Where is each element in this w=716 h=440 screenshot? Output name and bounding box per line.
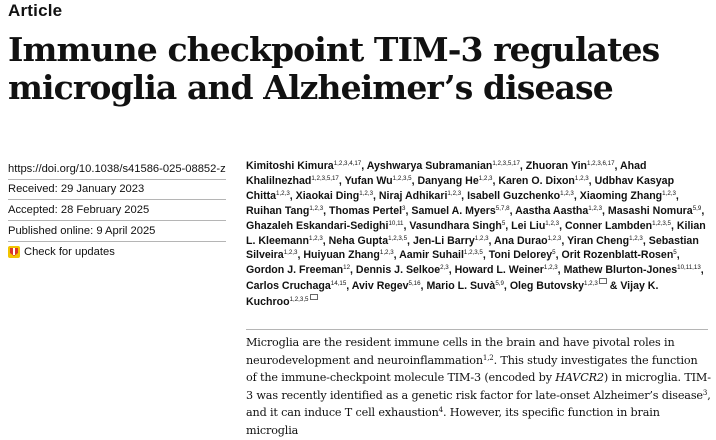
author-affiliation: 5,16: [408, 280, 421, 288]
author-name[interactable]: Udbhav Kasyap Chitta: [246, 174, 675, 202]
check-for-updates-label: Check for updates: [24, 246, 115, 258]
author-entry: [467, 190, 574, 202]
reference-link[interactable]: 4: [438, 406, 443, 415]
author-name[interactable]: Aamir Suhail: [399, 249, 464, 262]
received-date: Received: 29 January 2023: [8, 183, 145, 195]
author-affiliation: 1,2,3: [379, 249, 394, 257]
author-name[interactable]: Ahad Khalilnezhad: [246, 160, 647, 187]
meta-divider: [8, 179, 226, 180]
author-name[interactable]: Vasundhara Singh: [409, 219, 502, 232]
author-entry: [411, 205, 509, 217]
author-name[interactable]: Kimitoshi Kimura: [246, 160, 334, 172]
abstract-text: , and it can induce T cell exhaustion: [246, 388, 711, 420]
author-entry: [580, 190, 676, 202]
author-entry: [489, 249, 556, 261]
author-name[interactable]: Mario L. Suvà: [426, 280, 496, 293]
envelope-icon[interactable]: [599, 278, 607, 284]
author-name[interactable]: Toni Delorey: [488, 249, 553, 262]
abstract-text: Microglia are the resident immune cells in the brain and have pivotal roles in neurodevelopment and neuroinflammation: [246, 336, 675, 367]
author-affiliation: 1,2,3: [283, 249, 298, 257]
author-affiliation: 1,2,3: [574, 174, 589, 182]
author-affiliation: 1,2,3: [309, 234, 323, 242]
author-affiliation: 10,11,13: [677, 264, 701, 272]
author-list: Kimitoshi Kimura$^{1,2,3,4,17}$, Ayshwarya Subramanian$^{1,2,3,5,17}$, Zhuoran Yin$^{1,2,3,6,17}$, Ahad Khalilnezhad$^{1,2,3,5,17}$, Yufan Wu$^{1,2,3,5}$, Danyang He$^{1,2,3}$, Karen O. Dixon$^{1,2,3}$, Udbhav Kasyap Chitta$^{1,2,3}$, Xiaokai Ding$^{1,2,3}$, Niraj Adhikari$^{1,2,3}$, Isabell Guzchenko$^{1,2,3}$, Xiaoming Zhang$^{1,2,3}$, Ruihan Tang$^{1,2,3}$, Thomas Pertel$^3$, Samuel A. Myers$^{5,7,8}$, Aastha Aastha$^{1,2,3}$, Masashi Nomura$^{5,9}$, Ghazaleh Eskandari-Sedighi$^{10,11}$, Vasundhara Singh$^5$, Lei Liu$^{1,2,3}$, Conner Lambden$^{1,2,3,5}$, Kilian L. Kleemann$^{1,2,3}$, Neha Gupta$^{1,2,3,5}$, Jen-Li Barry$^{1,2,3}$, Ana Durao$^{1,2,3}$, Yiran Cheng$^{1,2,3}$, Sebastian Silveira$^{1,2,3}$, Huiyuan Zhang$^{1,2,3}$, Aamir Suhail$^{1,2,3,5}$, Toni Delorey$^5$, Orit Rozenblatt-Rosen$^5$, Gordon J. Freeman$^{12}$, Dennis J. Selkoe$^{2,3}$, Howard L. Weiner$^{1,2,3}$, Mathew Blurton-Jones$^{10,11,13}$, Carlos Cruchaga$^{14,15}$, Aviv Regev$^{5,16}$, Mario L. Suvà$^{5,9}$, Oleg Butovsky$^{1,2,3}$ & Vijay K. Kuchroo$^{1,2,3,5}$: [246, 160, 706, 309]
author-affiliation: 1,2,3,5: [652, 219, 671, 227]
author-affiliation: 12: [343, 264, 351, 272]
author-entry: [498, 175, 588, 187]
author-affiliation: 1,2,3: [547, 234, 562, 242]
author-name[interactable]: Ayshwarya Subramanian: [366, 160, 493, 172]
gene-name: HAVCR2: [555, 371, 604, 385]
author-name[interactable]: Gordon J. Freeman: [246, 264, 344, 277]
author-name[interactable]: Dennis J. Selkoe: [355, 264, 441, 277]
author-name[interactable]: Neha Gupta: [328, 234, 389, 247]
abstract-divider: [246, 329, 708, 330]
author-affiliation: 1,2,3,6,17: [587, 160, 615, 167]
author-entry: [352, 280, 421, 292]
author-affiliation: 5: [552, 249, 556, 257]
author-affiliation: 5,7,8: [495, 204, 510, 212]
author-entry: [246, 205, 323, 217]
author-name[interactable]: Masashi Nomura: [607, 204, 693, 217]
author-affiliation: 1,2,3,5,17: [311, 174, 339, 182]
published-date: Published online: 9 April 2025: [8, 225, 156, 237]
author-affiliation: 1,2,3: [447, 189, 462, 197]
envelope-icon[interactable]: [310, 294, 318, 300]
author-affiliation: 1,2,3: [662, 189, 676, 197]
author-entry: [367, 160, 520, 172]
abstract: [246, 334, 711, 440]
reference-link[interactable]: 1,2: [482, 353, 494, 362]
author-name[interactable]: Vijay K. Kuchroo: [246, 280, 659, 309]
author-affiliation: 3: [402, 204, 406, 212]
author-entry: [399, 249, 483, 261]
check-for-updates-link[interactable]: [8, 246, 115, 258]
author-entry: [494, 235, 561, 247]
author-affiliation: 5: [501, 219, 506, 227]
author-entry: [417, 175, 492, 187]
author-affiliation: 1,2,3: [588, 204, 603, 212]
author-affiliation: 1,2,3,4,17: [333, 160, 362, 167]
author-entry: [246, 160, 361, 172]
author-name[interactable]: Yufan Wu: [344, 174, 393, 187]
author-affiliation: 1,2,3: [560, 189, 574, 197]
author-name[interactable]: Carlos Cruchaga: [246, 280, 331, 293]
author-entry: [379, 190, 461, 202]
author-entry: [564, 264, 701, 276]
author-name[interactable]: Mathew Blurton-Jones: [563, 264, 678, 277]
author-entry: [329, 235, 407, 247]
author-entry: [455, 264, 558, 276]
abstract-text: ) in microglia. TIM-3 was recently identified as a genetic risk factor for late-onset Alzheimer’s disease: [246, 371, 711, 402]
author-affiliation: 5: [673, 249, 677, 257]
author-name[interactable]: Huiyuan Zhang: [303, 249, 380, 262]
author-affiliation: 2,3: [440, 264, 449, 272]
doi-link[interactable]: https://doi.org/10.1038/s41586-025-08852-z: [8, 163, 226, 175]
author-name[interactable]: Samuel A. Myers: [411, 204, 496, 217]
author-entry: [296, 190, 373, 202]
author-entry: [246, 220, 404, 232]
author-name[interactable]: Karen O. Dixon: [498, 174, 575, 187]
author-entry: [608, 205, 701, 217]
abstract-text: . However, its specific function in brain microglia: [246, 406, 660, 437]
author-name[interactable]: Sebastian Silveira: [246, 234, 699, 262]
author-entry: [413, 235, 489, 247]
author-entry: [565, 220, 671, 232]
author-entry: [561, 249, 676, 261]
reference-link[interactable]: 3: [702, 388, 708, 397]
author-entry: [246, 280, 346, 292]
author-name[interactable]: Howard L. Weiner: [454, 264, 544, 277]
author-entry: [303, 249, 393, 261]
author-name[interactable]: Xiaoming Zhang: [579, 189, 663, 202]
author-entry: [510, 280, 607, 292]
author-entry: [329, 205, 405, 217]
author-affiliation: 1,2,3: [309, 204, 324, 212]
author-affiliation: 1,2,3: [543, 264, 558, 272]
author-affiliation: 1,2,3,5: [392, 174, 412, 182]
author-affiliation: 1,2,3: [276, 189, 290, 197]
author-name[interactable]: Ghazaleh Eskandari-Sedighi: [246, 219, 389, 232]
author-entry: [356, 264, 449, 276]
author-name[interactable]: Isabell Guzchenko: [467, 189, 561, 202]
author-entry: [345, 175, 412, 187]
author-affiliation: 1,2,3: [584, 280, 607, 287]
author-name[interactable]: Danyang He: [417, 174, 479, 187]
author-name[interactable]: Xiaokai Ding: [295, 189, 360, 202]
author-name[interactable]: Lei Liu: [511, 219, 546, 232]
author-affiliation: 5,9: [692, 204, 702, 212]
author-name[interactable]: Ruihan Tang: [246, 204, 310, 217]
author-affiliation: 5,9: [495, 280, 504, 288]
author-affiliation: 1,2,3: [629, 234, 643, 242]
author-entry: [409, 220, 505, 232]
crossmark-icon: [8, 246, 20, 258]
author-affiliation: 1,2,3,5: [290, 296, 318, 303]
article-title: Immune checkpoint TIM-3 regulates microglia and Alzheimer’s disease: [8, 30, 660, 107]
author-affiliation: 10,11: [388, 219, 404, 227]
accepted-date: Accepted: 28 February 2025: [8, 204, 150, 216]
author-name[interactable]: Aastha Aastha: [515, 204, 589, 217]
author-name[interactable]: Niraj Adhikari: [378, 189, 448, 202]
author-name[interactable]: Yiran Cheng: [567, 234, 630, 247]
author-entry: [511, 220, 559, 232]
author-name[interactable]: Ana Durao: [494, 234, 548, 247]
author-entry: [515, 205, 602, 217]
meta-divider: [8, 220, 226, 221]
abstract-text: . This study investigates the function of the immune-checkpoint molecule TIM-3 (encoded by: [246, 353, 698, 385]
author-name[interactable]: Jen-Li Barry: [412, 234, 475, 247]
author-affiliation: 1,2,3,5: [388, 234, 408, 242]
author-entry: [526, 160, 615, 172]
author-name[interactable]: Orit Rozenblatt-Rosen: [561, 249, 674, 262]
author-name[interactable]: Conner Lambden: [564, 219, 653, 232]
author-affiliation: 1,2,3,5,17: [492, 160, 520, 167]
author-affiliation: 1,2,3: [474, 234, 489, 242]
author-affiliation: 1,2,3,5: [463, 249, 483, 257]
author-name[interactable]: Thomas Pertel: [329, 204, 403, 217]
author-name[interactable]: Kilian L. Kleemann: [246, 219, 706, 247]
meta-divider: [8, 199, 226, 200]
author-affiliation: 1,2,3: [545, 219, 560, 227]
author-affiliation: 1,2,3: [359, 189, 374, 197]
article-type-label: Article: [8, 1, 63, 20]
author-affiliation: 1,2,3: [478, 174, 493, 182]
author-affiliation: 14,15: [330, 280, 347, 288]
meta-divider: [8, 241, 226, 242]
author-name[interactable]: Aviv Regev: [351, 280, 409, 293]
author-entry: [426, 280, 503, 292]
author-entry: [567, 235, 643, 247]
author-entry: [246, 264, 350, 276]
author-name[interactable]: Zhuoran Yin: [525, 160, 587, 172]
author-name[interactable]: Oleg Butovsky: [509, 280, 584, 293]
